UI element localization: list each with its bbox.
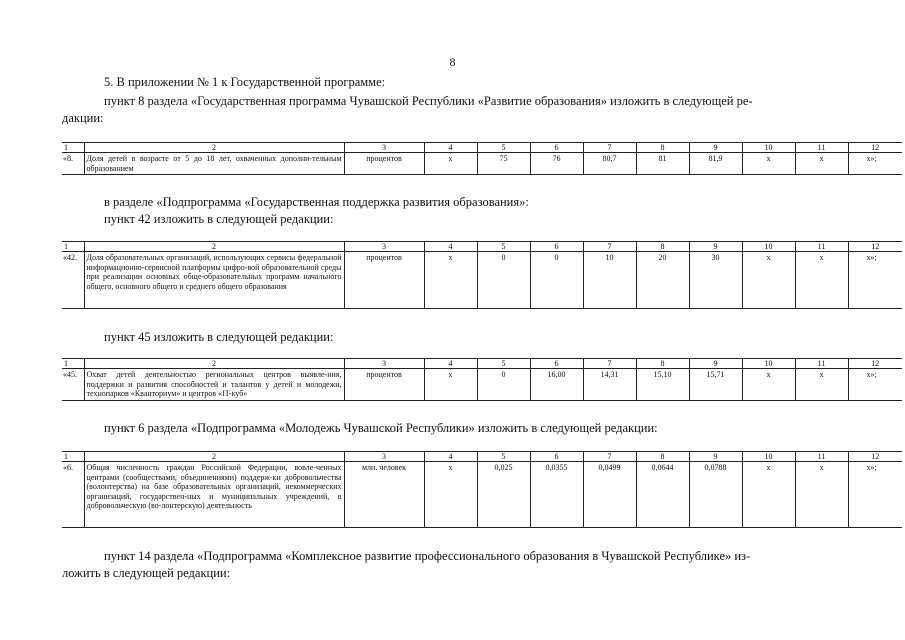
header-cell: 8: [636, 143, 689, 153]
cell-value: 0,0788: [689, 462, 742, 528]
cell-value: 15,71: [689, 369, 742, 401]
cell-unit: процентов: [344, 252, 424, 309]
header-cell: 7: [583, 452, 636, 462]
header-cell: 11: [795, 359, 848, 369]
header-cell: 4: [424, 359, 477, 369]
header-cell: 12: [848, 452, 902, 462]
header-cell: 9: [689, 452, 742, 462]
paragraph-appendix: 5. В приложении № 1 к Государственной программе:: [104, 75, 386, 89]
cell-number: «6.: [62, 462, 84, 528]
cell-number: «8.: [62, 153, 84, 175]
header-cell: 3: [344, 452, 424, 462]
paragraph-item14-line2: ложить в следующей редакции:: [62, 566, 231, 580]
table-row: [62, 462, 902, 528]
header-cell: 6: [530, 143, 583, 153]
paragraph-item8-line2: дакции:: [62, 111, 104, 125]
header-cell: 12: [848, 143, 902, 153]
table-header-row: [62, 359, 902, 369]
header-cell: 11: [795, 452, 848, 462]
header-cell: 4: [424, 452, 477, 462]
header-cell: 2: [84, 359, 344, 369]
table-row: [62, 369, 902, 401]
cell-value: 75: [477, 153, 530, 175]
paragraph-item6-youth: пункт 6 раздела «Подпрограмма «Молодежь Чувашской Республики» изложить в следующей редакции:: [104, 421, 658, 435]
header-cell: 7: [583, 143, 636, 153]
header-cell: 5: [477, 452, 530, 462]
header-cell: 4: [424, 143, 477, 153]
header-cell: 5: [477, 242, 530, 252]
header-cell: 10: [742, 242, 795, 252]
header-cell: 3: [344, 143, 424, 153]
cell-value: 0: [530, 252, 583, 309]
header-cell: 3: [344, 242, 424, 252]
paragraph-item42: пункт 42 изложить в следующей редакции:: [104, 212, 334, 226]
cell-value: х: [795, 252, 848, 309]
cell-value: 0,025: [477, 462, 530, 528]
cell-value: х: [742, 369, 795, 401]
cell-indicator: Охват детей деятельностью региональных центров выявле-ния, поддержки и развития способностей и талантов у детей и молодежи, технопарков «Кванториум» и центров «IT-куб»: [84, 369, 344, 401]
cell-value: х: [795, 462, 848, 528]
table-item-42: [62, 241, 902, 309]
cell-value: 0,0644: [636, 462, 689, 528]
header-cell: 10: [742, 359, 795, 369]
header-cell: 8: [636, 452, 689, 462]
cell-value: х: [795, 153, 848, 175]
cell-value: х: [742, 153, 795, 175]
header-cell: 8: [636, 242, 689, 252]
header-cell: 7: [583, 359, 636, 369]
cell-value: х: [424, 462, 477, 528]
header-cell: 6: [530, 452, 583, 462]
header-cell: 1: [62, 452, 84, 462]
cell-unit: процентов: [344, 153, 424, 175]
cell-indicator: Общая численность граждан Российской Федерации, вовле-ченных центрами (сообществами, объединениями) поддерж-ки добровольчества (волонтерства) на базе образовательных организаций, некоммерческих организаций, государствен-ных и муниципальных учреждений, в добровольческую (во-лонтерскую) деятельность: [84, 462, 344, 528]
header-cell: 9: [689, 143, 742, 153]
header-cell: 12: [848, 242, 902, 252]
cell-value: х»;: [848, 462, 902, 528]
header-cell: 6: [530, 242, 583, 252]
cell-value: х»;: [848, 252, 902, 309]
page-number: 8: [449, 55, 456, 69]
header-cell: 3: [344, 359, 424, 369]
paragraph-item45: пункт 45 изложить в следующей редакции:: [104, 330, 334, 344]
cell-value: 0: [477, 369, 530, 401]
cell-value: 30: [689, 252, 742, 309]
header-cell: 2: [84, 242, 344, 252]
table-header-row: [62, 143, 902, 153]
cell-value: х»;: [848, 153, 902, 175]
header-cell: 5: [477, 143, 530, 153]
cell-value: х»;: [848, 369, 902, 401]
cell-value: 20: [636, 252, 689, 309]
header-cell: 5: [477, 359, 530, 369]
table-item-6: [62, 451, 902, 528]
paragraph-section-support: в разделе «Подпрограмма «Государственная поддержка развития образования»:: [104, 195, 529, 209]
cell-value: 10: [583, 252, 636, 309]
table-header-row: [62, 242, 902, 252]
header-cell: 12: [848, 359, 902, 369]
cell-value: 15,10: [636, 369, 689, 401]
table-header-row: [62, 452, 902, 462]
paragraph-item14-line1: пункт 14 раздела «Подпрограмма «Комплексное развитие профессионального образования в Чувашской Республике» из-: [104, 549, 751, 563]
header-cell: 9: [689, 359, 742, 369]
cell-value: 0,0355: [530, 462, 583, 528]
cell-number: «45.: [62, 369, 84, 401]
header-cell: 2: [84, 143, 344, 153]
table-row: [62, 153, 902, 175]
cell-value: х: [742, 252, 795, 309]
cell-number: «42.: [62, 252, 84, 309]
cell-value: 16,00: [530, 369, 583, 401]
table-row: [62, 252, 902, 309]
header-cell: 4: [424, 242, 477, 252]
header-cell: 6: [530, 359, 583, 369]
cell-indicator: Доля детей в возрасте от 5 до 18 лет, охваченных дополни-тельным образованием: [84, 153, 344, 175]
header-cell: 11: [795, 242, 848, 252]
header-cell: 9: [689, 242, 742, 252]
cell-value: х: [795, 369, 848, 401]
header-cell: 1: [62, 359, 84, 369]
cell-unit: млн. человек: [344, 462, 424, 528]
cell-value: х: [424, 252, 477, 309]
header-cell: 8: [636, 359, 689, 369]
header-cell: 10: [742, 143, 795, 153]
header-cell: 1: [62, 242, 84, 252]
cell-value: х: [742, 462, 795, 528]
cell-indicator: Доля образовательных организаций, использующих сервисы федеральной информационно-сервисной платформы цифро-вой образовательной среды при реализации основных обще-образовательных программ начального общего, основного общего и среднего общего образования: [84, 252, 344, 309]
cell-value: х: [424, 153, 477, 175]
header-cell: 1: [62, 143, 84, 153]
header-cell: 2: [84, 452, 344, 462]
cell-unit: процентов: [344, 369, 424, 401]
table-item-45: [62, 358, 902, 401]
cell-value: 81,9: [689, 153, 742, 175]
cell-value: 80,7: [583, 153, 636, 175]
cell-value: 0,0499: [583, 462, 636, 528]
cell-value: 0: [477, 252, 530, 309]
header-cell: 10: [742, 452, 795, 462]
cell-value: 76: [530, 153, 583, 175]
cell-value: х: [424, 369, 477, 401]
cell-value: 81: [636, 153, 689, 175]
header-cell: 7: [583, 242, 636, 252]
paragraph-item8-line1: пункт 8 раздела «Государственная программа Чувашской Республики «Развитие образования» изложить в следующей ре-: [104, 94, 753, 108]
header-cell: 11: [795, 143, 848, 153]
cell-value: 14,31: [583, 369, 636, 401]
table-item-8: [62, 142, 902, 175]
